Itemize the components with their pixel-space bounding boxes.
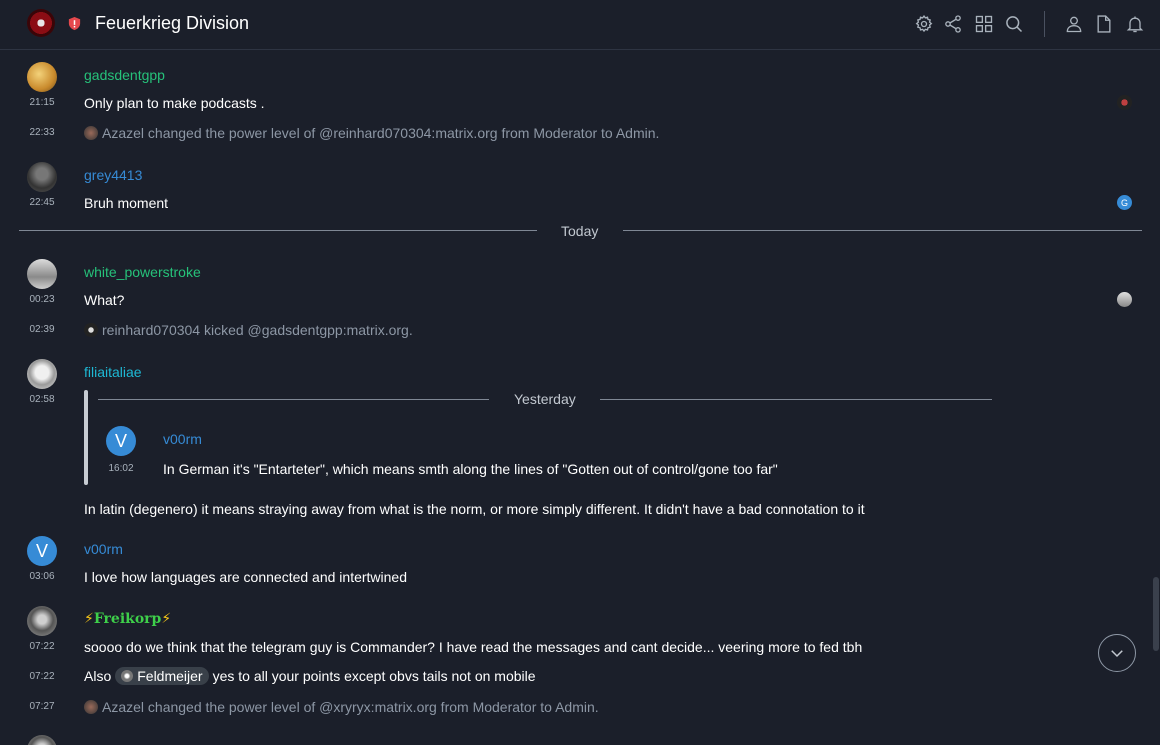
- jump-to-bottom-button[interactable]: [1098, 634, 1136, 672]
- sender-name[interactable]: filiaitaliae: [84, 364, 142, 380]
- avatar[interactable]: [27, 162, 57, 192]
- timestamp: 03:06: [29, 571, 55, 582]
- sender-name[interactable]: v00rm: [163, 431, 202, 447]
- message-timeline[interactable]: [0, 51, 1160, 745]
- message-body: soooo do we think that the telegram guy is Commander? I have read the messages and cant decide... veering more to fed tbh: [84, 639, 863, 655]
- message-body: In latin (degenero) it means straying away from what is the norm, or more simply different. It didn't have a bad connotation to it: [84, 501, 865, 517]
- read-receipt-avatar[interactable]: [1117, 292, 1132, 307]
- room-header: [0, 0, 1160, 50]
- timestamp: 07:27: [29, 701, 55, 712]
- date-separator: Today: [561, 223, 599, 239]
- avatar: [84, 323, 98, 337]
- state-event: [84, 322, 413, 338]
- timestamp: 21:15: [29, 97, 55, 108]
- sender-name[interactable]: [84, 610, 171, 627]
- member-icon[interactable]: [1063, 12, 1085, 36]
- date-separator-line: [600, 399, 992, 400]
- avatar[interactable]: [27, 735, 57, 745]
- scrollbar-thumb[interactable]: [1153, 577, 1159, 651]
- avatar[interactable]: [27, 359, 57, 389]
- notifications-icon[interactable]: [1124, 12, 1146, 36]
- quoted-message-body: In German it's "Entarteter", which means smth along the lines of "Gotten out of control/gone too far": [163, 461, 778, 477]
- chevron-down-icon: [1108, 644, 1126, 662]
- read-receipt-avatar[interactable]: [1117, 95, 1132, 110]
- user-mention-pill[interactable]: [115, 667, 208, 685]
- state-event-text: Azazel changed the power level of @xryryx:matrix.org from Moderator to Admin.: [102, 699, 599, 715]
- state-event-text: reinhard070304 kicked @gadsdentgpp:matrix.org.: [102, 322, 413, 338]
- sender-name[interactable]: white_powerstroke: [84, 264, 201, 280]
- apps-grid-icon[interactable]: [973, 12, 995, 36]
- mention-name: Feldmeijer: [137, 668, 203, 684]
- state-event-text: Azazel changed the power level of @reinhard070304:matrix.org from Moderator to Admin.: [102, 125, 660, 141]
- message-body: Bruh moment: [84, 195, 169, 211]
- message-text: Also: [84, 668, 112, 684]
- avatar: [84, 126, 98, 140]
- timestamp: 22:33: [29, 127, 55, 138]
- header-divider: [1044, 11, 1045, 37]
- avatar[interactable]: [27, 259, 57, 289]
- avatar: [121, 670, 133, 682]
- timestamp: 16:02: [108, 463, 134, 474]
- date-separator: Yesterday: [514, 391, 576, 407]
- timestamp: 02:39: [29, 324, 55, 335]
- sender-name[interactable]: v00rm: [84, 541, 123, 557]
- avatar[interactable]: [27, 62, 57, 92]
- message-body: Only plan to make podcasts .: [84, 95, 265, 111]
- timestamp: 07:22: [29, 671, 55, 682]
- share-icon[interactable]: [942, 12, 964, 36]
- timestamp: 00:23: [29, 294, 55, 305]
- state-event: [84, 699, 599, 715]
- avatar[interactable]: V: [27, 536, 57, 566]
- timestamp: 07:22: [29, 641, 55, 652]
- timestamp: 02:58: [29, 394, 55, 405]
- message-text: yes to all your points except obvs tails not on mobile: [212, 668, 536, 684]
- state-event: [84, 125, 659, 141]
- quote-bar: [84, 390, 88, 485]
- message-body: [84, 667, 536, 685]
- sender-name[interactable]: grey4413: [84, 167, 143, 183]
- room-name[interactable]: Feuerkrieg Division: [95, 13, 250, 33]
- avatar: [84, 700, 98, 714]
- read-receipt-avatar[interactable]: G: [1117, 195, 1132, 210]
- date-separator-line: [98, 399, 489, 400]
- message-body: I love how languages are connected and intertwined: [84, 569, 407, 585]
- lightning-icon: ⚡: [84, 610, 94, 626]
- avatar[interactable]: V: [106, 426, 136, 456]
- message-body: What?: [84, 292, 125, 308]
- date-separator-line: [19, 230, 537, 231]
- sender-name[interactable]: gadsdentgpp: [84, 67, 165, 83]
- settings-icon[interactable]: [913, 12, 935, 36]
- files-icon[interactable]: [1093, 12, 1115, 36]
- search-icon[interactable]: [1003, 12, 1025, 36]
- room-avatar[interactable]: [27, 9, 55, 37]
- shield-icon: [67, 16, 82, 31]
- date-separator-line: [623, 230, 1142, 231]
- sender-name-text: Freikorp: [93, 611, 162, 627]
- avatar[interactable]: [27, 606, 57, 636]
- lightning-icon: ⚡: [161, 610, 172, 626]
- timestamp: 22:45: [29, 197, 55, 208]
